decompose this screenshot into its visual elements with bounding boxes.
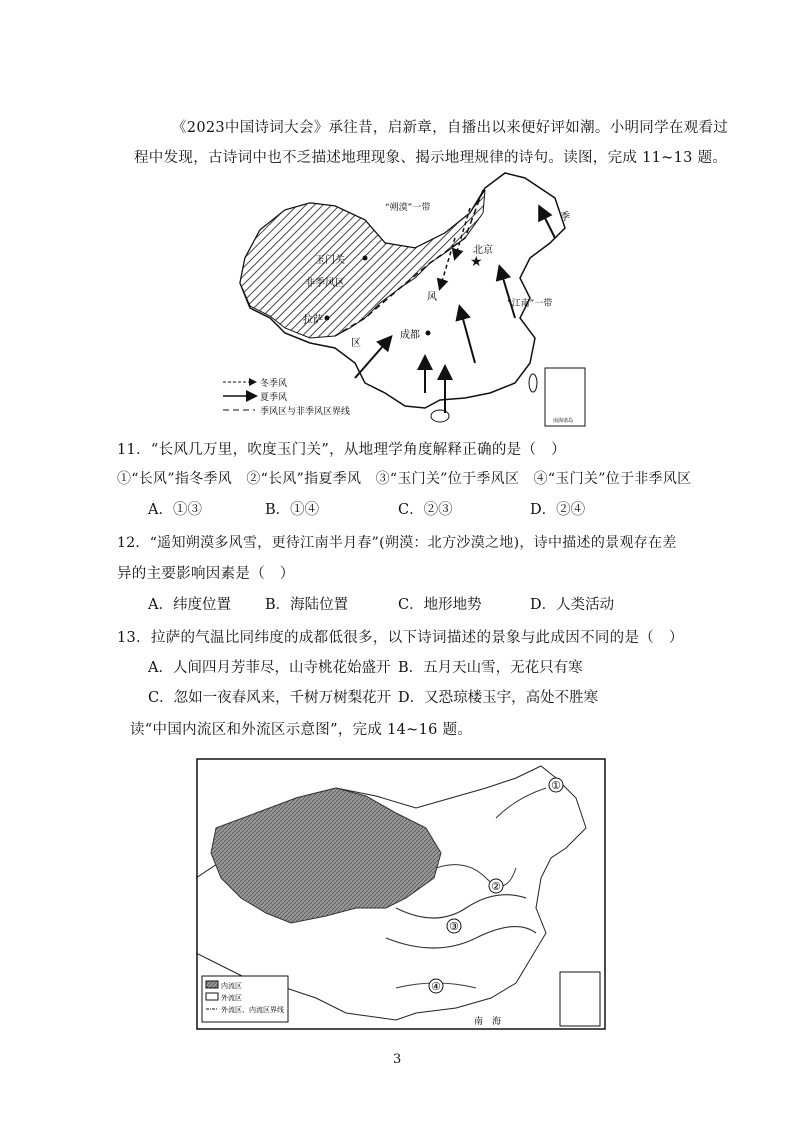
q12-option-c[interactable]: C．地形地势: [398, 597, 482, 613]
intro-line-1: 《2023中国诗词大会》承往昔，启新章，自播出以来便好评如潮。小明同学在观看过: [172, 120, 729, 136]
legend-boundary: 季风区与非季风区界线: [260, 407, 351, 417]
monsoon-map: [215, 168, 595, 433]
label-beijing: 北京: [473, 245, 493, 256]
label-feijifeng: 非季风区: [305, 278, 345, 289]
q11-stem: 11．“长风几万里，吹度玉门关”，从地理学角度解释正确的是（ ）: [117, 442, 566, 458]
q12-stem-1: 12．“遥知朔漠多风雪，更待江南半月春”(朔漠：北方沙漠之地)，诗中描述的景观存在差: [117, 535, 677, 551]
beijing-star: ★: [470, 254, 483, 270]
intro-line-2: 程中发现，古诗词中也不乏描述地理现象、揭示地理规律的诗句。读图，完成 11~13 题。: [134, 150, 728, 166]
q13-option-a[interactable]: A．人间四月芳菲尽，山寺桃花始盛开: [148, 660, 391, 676]
label-ji: 季: [560, 212, 570, 223]
legend-outflow: 外流区: [221, 994, 242, 1002]
map2-legend: [202, 976, 288, 1022]
q12-option-a[interactable]: A．纬度位置: [148, 597, 231, 613]
q12-option-d[interactable]: D．人类活动: [530, 597, 615, 613]
marker-2: ②: [491, 880, 501, 893]
q13-option-b[interactable]: B．五月天山雪，无花只有寒: [398, 660, 583, 676]
q12-option-b[interactable]: B．海陆位置: [265, 597, 349, 613]
inset-label: 南海诸岛: [553, 418, 574, 424]
legend-boundary-2: 外流区、内流区界线: [221, 1006, 284, 1014]
label-chengdu: 成都: [400, 330, 420, 341]
label-jiangnan: “江南”一带: [507, 299, 553, 309]
label-feng: 风: [427, 292, 437, 303]
q11-option-a[interactable]: A．①③: [148, 502, 202, 518]
q13-option-c[interactable]: C．忽如一夜春风来，千树万树梨花开: [148, 690, 392, 706]
q12-stem-2: 异的主要影响因素是（ ）: [117, 566, 295, 582]
marker-3: ③: [449, 920, 459, 933]
intro2-text: 读“中国内流区和外流区示意图”，完成 14~16 题。: [130, 722, 473, 738]
legend-winter: 冬季风: [260, 379, 288, 389]
q11-option-b[interactable]: B．①④: [265, 502, 320, 518]
label-shuomo: “朔漠”一带: [385, 203, 431, 213]
legend-inland: 内流区: [221, 982, 242, 990]
page-number: 3: [393, 1052, 402, 1067]
q11-option-d[interactable]: D．②④: [530, 502, 586, 518]
drainage-map: [196, 758, 606, 1030]
q11-items: ①“长风”指冬季风 ②“长风”指夏季风 ③“玉门关”位于季风区 ④“玉门关”位于非季风区: [117, 471, 692, 487]
legend-summer: 夏季风: [260, 393, 288, 403]
map1-legend: [223, 377, 350, 417]
sea-label: 南 海: [474, 1017, 502, 1027]
q13-stem: 13．拉萨的气温比同纬度的成都低很多，以下诗词描述的景象与此成因不同的是（ ）: [117, 630, 684, 646]
q11-option-c[interactable]: C．②③: [398, 502, 453, 518]
marker-1: ①: [551, 779, 561, 792]
q13-option-d[interactable]: D．又恐琼楼玉宇，高处不胜寒: [398, 690, 599, 706]
label-lasa: 拉萨: [303, 315, 323, 326]
marker-4: ④: [431, 980, 441, 993]
label-yumenguan: 玉门关: [315, 255, 345, 266]
label-qu: 区: [351, 338, 361, 349]
